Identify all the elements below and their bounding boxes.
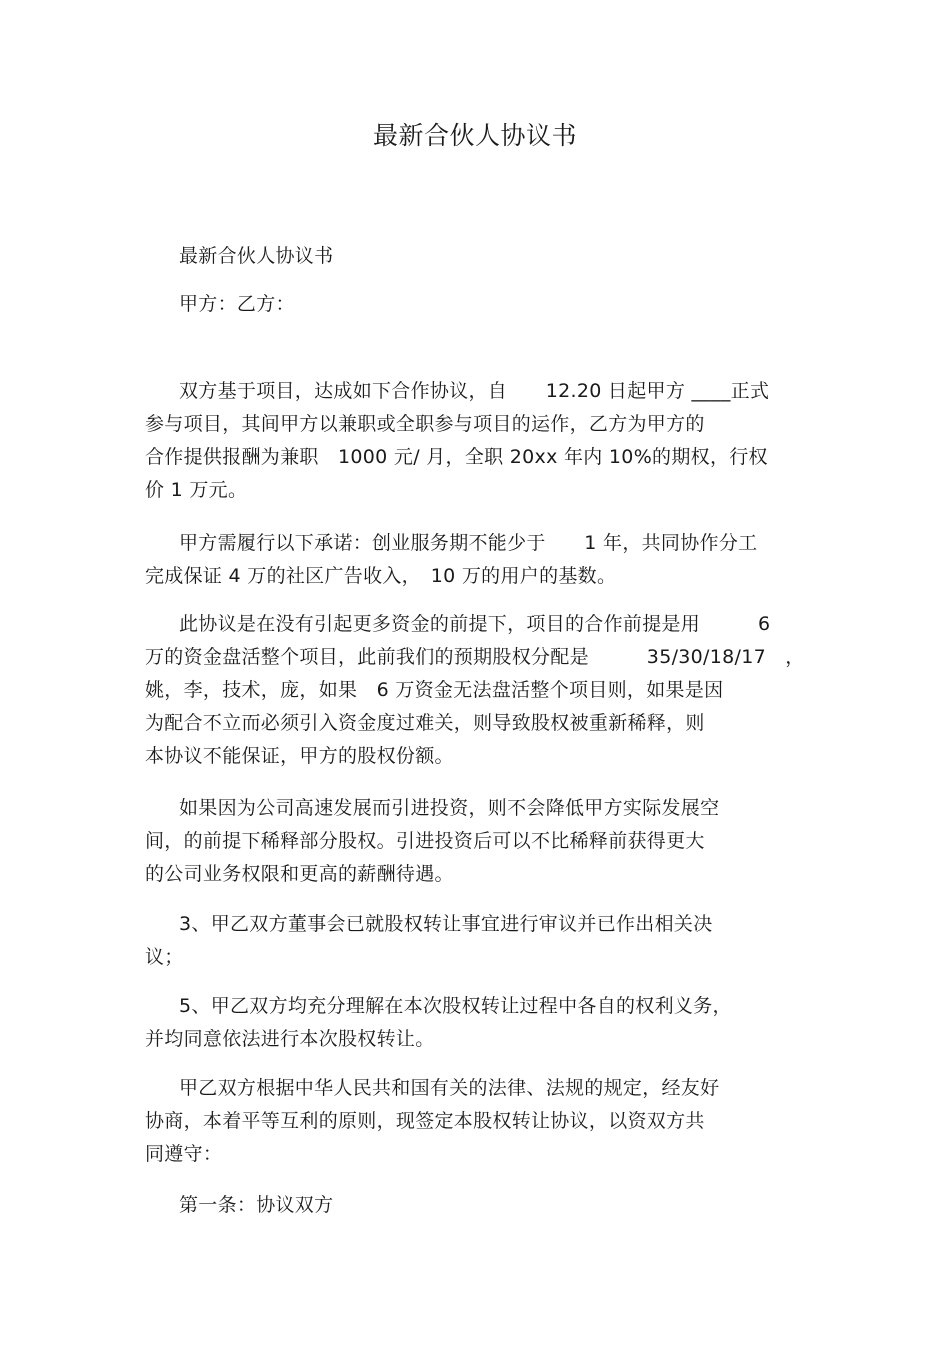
paragraph-line: 协商，本着平等互利的原则，现签定本股权转让协议，以资双方共: [145, 1110, 705, 1132]
paragraph-funding: [145, 608, 805, 773]
paragraph-line: 3、甲乙双方董事会已就股权转让事宜进行审议并已作出相关决: [179, 913, 713, 935]
paragraph-line: 最新合伙人协议书: [179, 245, 334, 267]
paragraph-commitments: [145, 527, 805, 593]
paragraph-legal-basis: [145, 1072, 805, 1171]
paragraph-line: 万的资金盘活整个项目，此前我们的预期股权分配是 35/30/18/17 ，: [145, 646, 805, 668]
document-title: 最新合伙人协议书: [372, 121, 577, 150]
paragraph-line: 间，的前提下稀释部分股权。引进投资后可以不比稀释前获得更大: [145, 830, 705, 852]
paragraph-parties: [145, 288, 805, 321]
paragraph-line: 姚，李，技术，庞，如果 6 万资金无法盘活整个项目则，如果是因: [145, 679, 724, 701]
paragraph-line: 甲方需履行以下承诺：创业服务期不能少于 1 年，共同协作分工: [179, 532, 758, 554]
paragraph-line: 此协议是在没有引起更多资金的前提下，项目的合作前提是用 6: [179, 613, 771, 635]
paragraph-line: 合作提供报酬为兼职 1000 元/ 月，全职 20xx 年内 10%的期权，行权: [145, 446, 768, 468]
paragraph-investment: [145, 792, 805, 891]
paragraph-line: 双方基于项目，达成如下合作协议，自 12.20 日起甲方 ____正式: [179, 380, 770, 402]
paragraph-cooperation: [145, 375, 805, 507]
paragraph-line: 甲乙双方根据中华人民共和国有关的法律、法规的规定，经友好: [179, 1077, 720, 1099]
paragraph-clause-3: [145, 908, 805, 974]
paragraph-article-1: [145, 1189, 805, 1222]
paragraph-clause-5: [145, 990, 805, 1056]
paragraph-line: 并均同意依法进行本次股权转让。: [145, 1028, 435, 1050]
paragraph-line: 本协议不能保证，甲方的股权份额。: [145, 745, 454, 767]
paragraph-line: 为配合不立而必须引入资金度过难关，则导致股权被重新稀释，则: [145, 712, 705, 734]
paragraph-line: 议；: [145, 946, 184, 968]
paragraph-line: 如果因为公司高速发展而引进投资，则不会降低甲方实际发展空: [179, 797, 720, 819]
paragraph-line: 价 1 万元。: [145, 479, 248, 501]
paragraph-subtitle: [145, 240, 805, 273]
paragraph-line: 完成保证 4 万的社区广告收入， 10 万的用户的基数。: [145, 565, 617, 587]
paragraph-line: 5、甲乙双方均充分理解在本次股权转让过程中各自的权利义务，: [179, 995, 732, 1017]
paragraph-line: 参与项目，其间甲方以兼职或全职参与项目的运作，乙方为甲方的: [145, 413, 705, 435]
paragraph-line: 的公司业务权限和更高的薪酬待遇。: [145, 863, 454, 885]
paragraph-line: 同遵守：: [145, 1143, 223, 1165]
paragraph-line: 第一条：协议双方: [179, 1194, 334, 1216]
paragraph-line: 甲方：乙方：: [179, 293, 295, 315]
